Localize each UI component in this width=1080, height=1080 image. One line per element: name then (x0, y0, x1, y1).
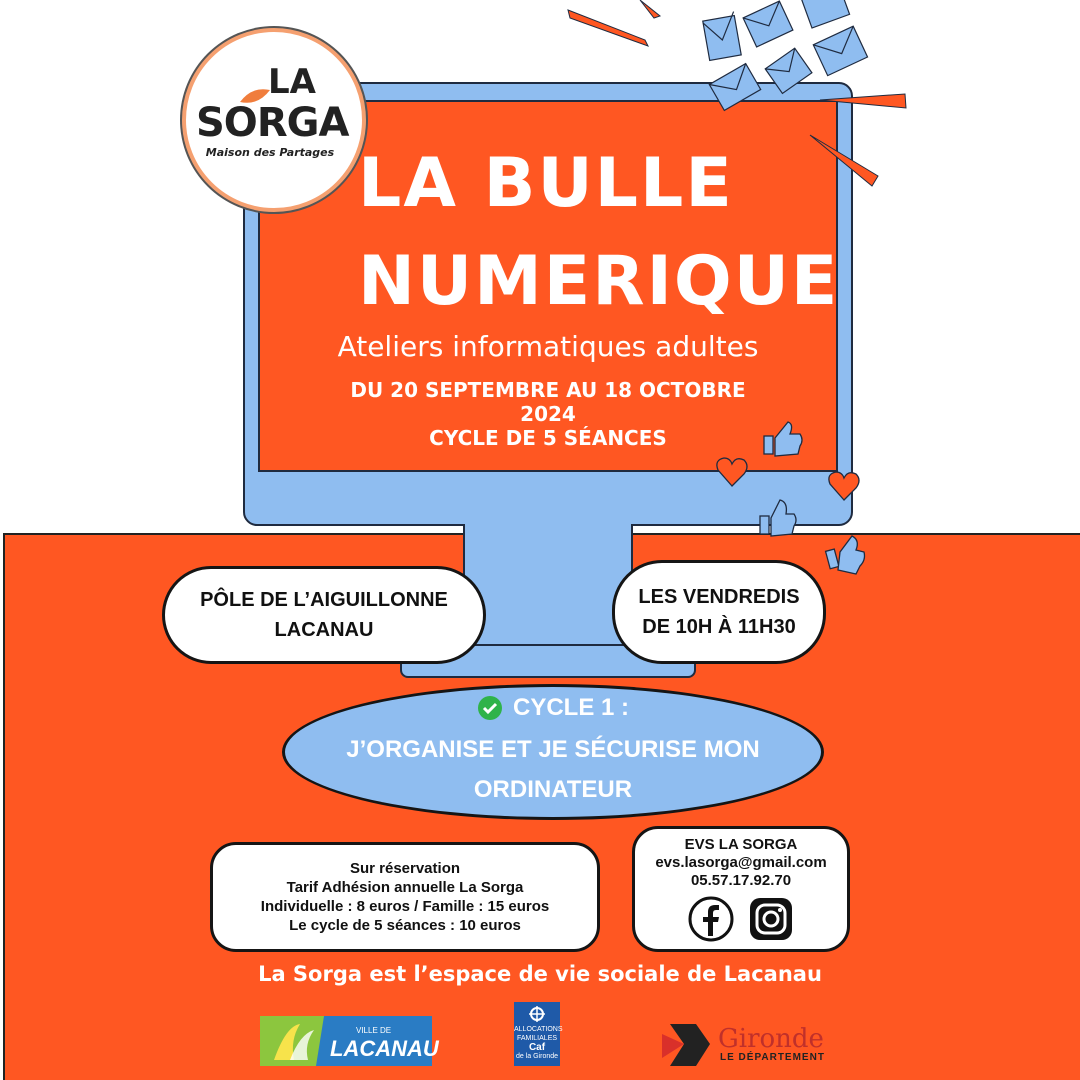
envelope-icon (765, 48, 812, 93)
pricing-line-3: Individuelle : 8 euros / Famille : 15 euros (260, 898, 550, 915)
thumbs-up-icon (760, 500, 796, 536)
cycle-ellipse (282, 684, 824, 820)
pricing-line-4: Le cycle de 5 séances : 10 euros (289, 917, 521, 934)
pricing-line-2: Tarif Adhésion annuelle La Sorga (286, 879, 524, 896)
logo-tagline: Maison des Partages (205, 146, 335, 159)
caf-line-3: Caf (528, 1042, 546, 1053)
schedule-pill (612, 560, 826, 664)
heart-icon (829, 472, 859, 500)
dates-line-1: DU 20 SEPTEMBRE AU 18 OCTOBRE (350, 378, 746, 402)
schedule-line-1: LES VENDREDIS (638, 586, 800, 608)
location-line-1: PÔLE DE L’AIGUILLONNE (200, 589, 448, 611)
contact-box (632, 826, 850, 952)
subtitle: Ateliers informatiques adultes (337, 330, 759, 363)
caf-logo (514, 1002, 563, 1066)
instagram-icon[interactable] (748, 896, 794, 942)
monitor-neck (463, 524, 633, 650)
envelope-icon (743, 1, 793, 47)
logo-la-text: LA (268, 62, 316, 102)
gironde-name-text: Gironde (718, 1024, 824, 1054)
envelope-icon (702, 12, 741, 61)
location-pill (162, 566, 486, 664)
cycle-body (346, 730, 759, 810)
thumbs-up-icon (826, 536, 865, 574)
contact-email[interactable]: evs.lasorga@gmail.com (655, 854, 827, 871)
lacanau-name-text: LACANAU (330, 1036, 439, 1061)
dates-line-2: 2024 (520, 402, 576, 426)
footer-text: La Sorga est l’espace de vie sociale de Lacanau (258, 962, 822, 986)
contact-name: EVS LA SORGA (684, 836, 798, 853)
cycle-line-2: ORDINATEUR (473, 776, 633, 803)
pricing-line-1: Sur réservation (349, 860, 461, 877)
envelope-icon (813, 26, 867, 75)
cycle-heading-row (477, 694, 629, 722)
contact-phone[interactable]: 05.57.17.92.70 (690, 872, 792, 889)
cycle-line-1: J’ORGANISE ET JE SÉCURISE MON (346, 736, 760, 763)
caf-line-1: ALLOCATIONS (514, 1026, 563, 1033)
cycle-heading: CYCLE 1 : (512, 694, 629, 721)
logo-sorga-text: SORGA (196, 100, 349, 146)
pricing-box (210, 842, 600, 952)
snowflake-icon (526, 1006, 548, 1022)
location-line-2: LACANAU (274, 619, 374, 641)
envelope-icon (802, 0, 850, 28)
dates-line-3: CYCLE DE 5 SÉANCES (429, 426, 667, 450)
gironde-sub-text: LE DÉPARTEMENT (720, 1052, 825, 1063)
check-circle-icon (477, 695, 503, 721)
dates-block (258, 378, 838, 450)
social-icons (688, 896, 794, 942)
gironde-emblem (662, 1018, 716, 1072)
envelope-icon (709, 64, 760, 111)
title-line-2: NUMERIQUE (358, 242, 840, 321)
heart-icon (717, 458, 747, 486)
schedule-line-2: DE 10H À 11H30 (642, 616, 796, 638)
facebook-icon[interactable] (688, 896, 734, 942)
lacanau-ville-text: VILLE DE (356, 1026, 392, 1035)
caf-line-4: de la Gironde (515, 1053, 559, 1060)
caf-line-2: FAMILIALES (516, 1035, 558, 1042)
title-line-1: LA BULLE (358, 144, 734, 223)
